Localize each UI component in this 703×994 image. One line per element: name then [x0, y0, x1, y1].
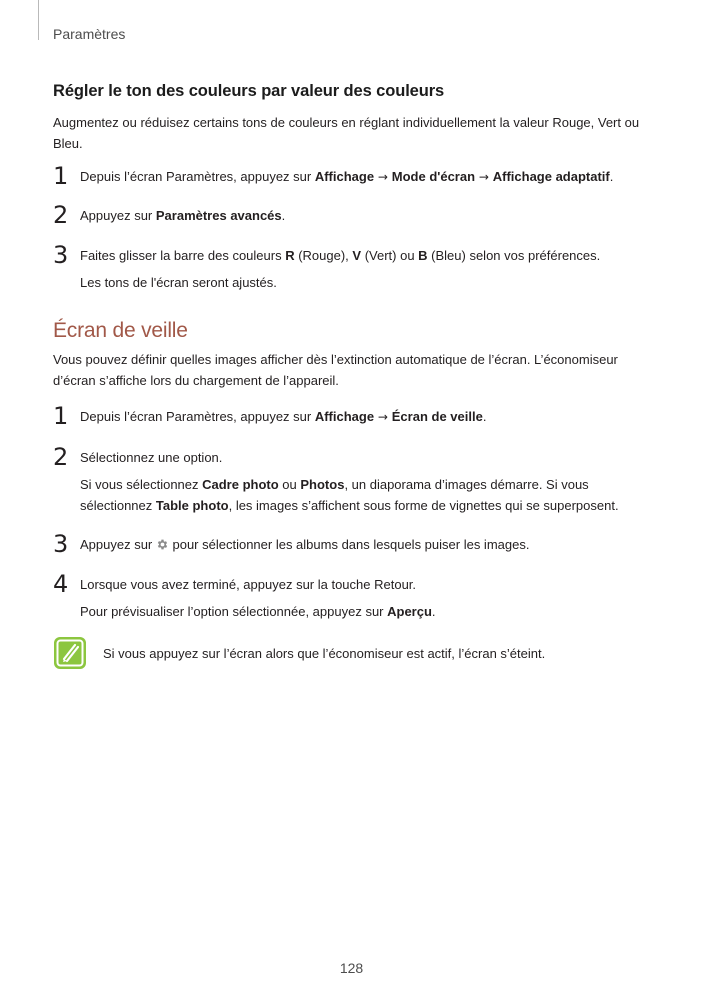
page-header-title: Paramètres — [53, 26, 126, 42]
note-text: Si vous appuyez sur l’écran alors que l’économiseur est actif, l’écran s’éteint. — [103, 646, 546, 661]
step-number: 3 — [53, 530, 69, 558]
step-text: . — [609, 169, 614, 184]
step-number: 1 — [53, 162, 69, 190]
subsection-title: Régler le ton des couleurs par valeur des couleurs — [53, 82, 445, 100]
step-text: . — [281, 208, 286, 223]
step-number: 4 — [53, 570, 69, 598]
menu-path-affichage: Affichage — [314, 409, 375, 424]
step-text: (Bleu) selon vos préférences. — [427, 248, 601, 263]
step-text: Depuis l’écran Paramètres, appuyez sur — [80, 169, 315, 184]
section-title: Écran de veille — [53, 319, 188, 342]
step-1 — [53, 402, 653, 430]
step-text: , un diaporama d’images démarre. Si vous sélectionnez — [80, 477, 589, 513]
option-cadre-photo: Cadre photo — [202, 477, 279, 492]
steps-list — [53, 402, 653, 622]
menu-path-affichage-adaptatif: Affichage adaptatif — [492, 169, 610, 184]
step-text: (Rouge), — [294, 248, 353, 263]
arrow-icon: → — [475, 170, 493, 184]
note-pencil-icon — [53, 636, 87, 670]
step-text: , les images s’affichent sous forme de vignettes qui se superposent. — [228, 498, 619, 513]
step-4 — [53, 570, 653, 622]
step-number: 2 — [53, 201, 69, 229]
menu-path-affichage: Affichage — [314, 169, 375, 184]
step-text: Faites glisser la barre des couleurs — [80, 248, 286, 263]
option-apercu: Aperçu — [387, 604, 432, 619]
step-subtext — [80, 474, 653, 516]
note-block — [53, 643, 653, 664]
step-1 — [53, 162, 653, 190]
step-text: . — [482, 409, 487, 424]
step-text: Appuyez sur — [80, 208, 156, 223]
option-photos: Photos — [300, 477, 345, 492]
step-text: Depuis l’écran Paramètres, appuyez sur — [80, 409, 315, 424]
step-text: (Vert) ou — [361, 248, 419, 263]
arrow-icon: → — [374, 410, 392, 424]
gear-icon — [156, 536, 169, 549]
menu-path-mode-ecran: Mode d'écran — [391, 169, 476, 184]
step-number: 1 — [53, 402, 69, 430]
step-2 — [53, 201, 653, 229]
steps-list — [53, 162, 653, 293]
option-table-photo: Table photo — [155, 498, 229, 513]
step-3 — [53, 241, 653, 293]
step-text: Sélectionnez une option. — [80, 450, 223, 465]
menu-path-ecran-de-veille: Écran de veille — [391, 409, 483, 424]
color-v: V — [352, 248, 362, 263]
color-r: R — [285, 248, 295, 263]
menu-path-parametres-avances: Paramètres avancés — [155, 208, 282, 223]
step-text: pour sélectionner les albums dans lesquels puiser les images. — [168, 537, 530, 552]
main-content — [53, 82, 653, 664]
step-text: ou — [278, 477, 301, 492]
color-b: B — [418, 248, 428, 263]
header-divider — [38, 0, 39, 40]
subsection-intro: Augmentez ou réduisez certains tons de couleurs en réglant individuellement la valeur Rouge, Vert ou Bleu. — [53, 115, 640, 151]
step-text: Lorsque vous avez terminé, appuyez sur la touche Retour. — [80, 577, 417, 592]
page-number: 128 — [339, 960, 364, 976]
step-number: 2 — [53, 443, 69, 471]
step-subtext: Les tons de l'écran seront ajustés. — [80, 275, 277, 290]
step-text: Appuyez sur — [80, 537, 156, 552]
step-text: Pour prévisualiser l’option sélectionnée, appuyez sur — [80, 604, 388, 619]
section-intro: Vous pouvez définir quelles images afficher dès l’extinction automatique de l’écran. L’économiseur d’écran s’affiche lors du chargement de l’appareil. — [53, 352, 618, 388]
step-text: Si vous sélectionnez — [80, 477, 203, 492]
step-3 — [53, 530, 653, 558]
arrow-icon: → — [374, 170, 392, 184]
step-text: . — [431, 604, 436, 619]
step-2 — [53, 443, 653, 516]
step-number: 3 — [53, 241, 69, 269]
step-subtext — [80, 601, 653, 622]
